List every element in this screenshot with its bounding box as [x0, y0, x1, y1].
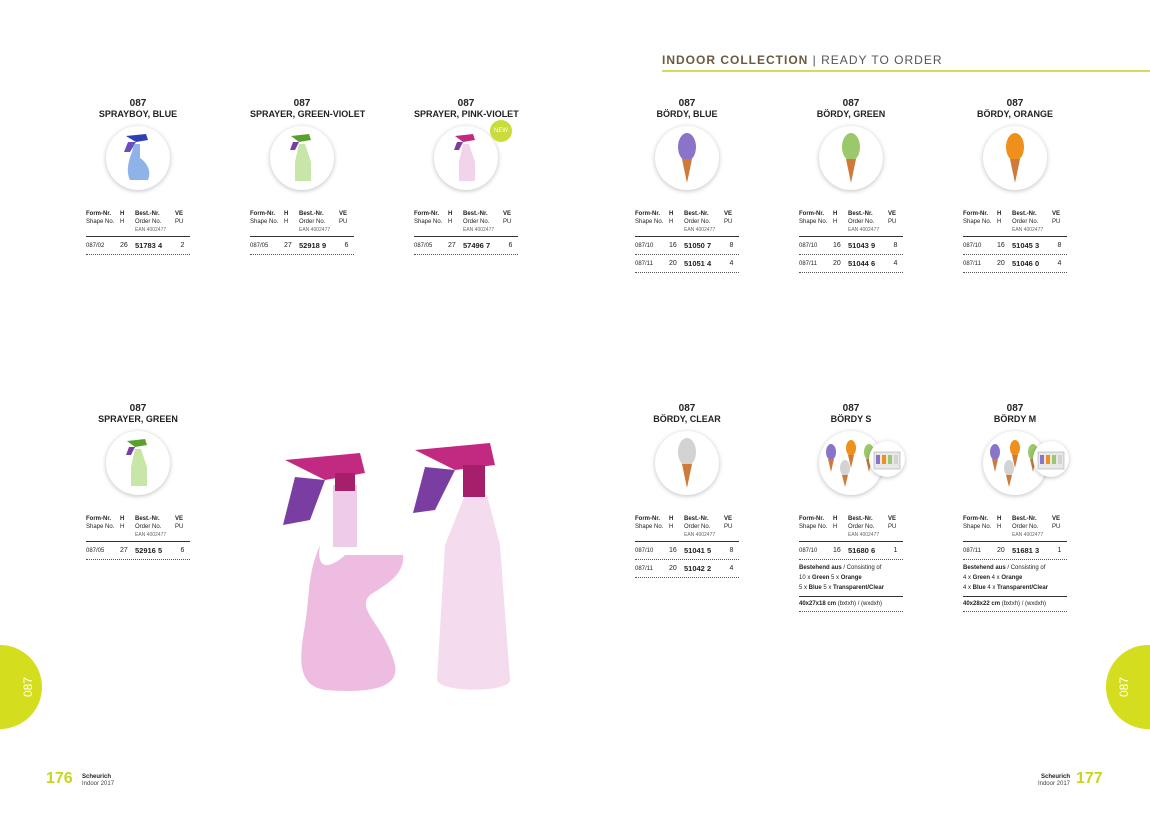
- new-badge: NEW: [490, 120, 512, 142]
- th-h2: H: [284, 219, 289, 225]
- product-image: [270, 126, 334, 190]
- table-header: [635, 515, 739, 531]
- th-order: Order No.: [299, 219, 326, 225]
- row-order: 51043 9: [848, 241, 876, 250]
- th-pu: PU: [175, 219, 184, 225]
- table-row: [86, 237, 190, 255]
- th-form: Form-Nr.: [799, 211, 825, 217]
- bird-waterer-icon: [1003, 131, 1027, 185]
- th-ve: VE: [724, 211, 733, 217]
- th-h2: H: [997, 524, 1002, 530]
- th-h2: H: [120, 219, 125, 225]
- th-form: Form-Nr.: [963, 516, 989, 522]
- row-height: 27: [284, 242, 292, 249]
- dims-size: 40x28x22 cm: [963, 601, 1001, 607]
- th-form: Form-Nr.: [635, 516, 661, 522]
- product-code: 087: [129, 403, 147, 414]
- page-number-left: 176: [46, 770, 73, 787]
- bird-waterer-icon: [675, 131, 699, 185]
- product-card: [250, 98, 366, 255]
- header-rule: [662, 70, 1150, 72]
- product-code: 087: [678, 403, 696, 414]
- th-form: Form-Nr.: [86, 211, 112, 217]
- consist-label-en: / Consisting of: [1007, 565, 1046, 571]
- row-height: 16: [997, 242, 1005, 249]
- row-shape: 087/11: [635, 260, 653, 267]
- row-ve: 2: [180, 242, 185, 249]
- th-order: Order No.: [848, 219, 875, 225]
- dimensions: [799, 597, 903, 612]
- consist-color: Orange: [1001, 575, 1023, 581]
- th-pu: PU: [1052, 219, 1061, 225]
- th-pu: PU: [888, 524, 897, 530]
- brand-right: [1034, 774, 1070, 788]
- table-row: [799, 255, 903, 273]
- th-shape: Shape No.: [635, 219, 664, 225]
- th-pu: PU: [724, 219, 733, 225]
- th-order: Order No.: [1012, 524, 1039, 530]
- th-h: H: [448, 211, 453, 217]
- row-ve: 1: [1057, 547, 1062, 554]
- ean-label: EAN 4002477: [299, 227, 331, 233]
- th-h2: H: [120, 524, 125, 530]
- table-row: [963, 542, 1067, 560]
- product-code: 087: [842, 403, 860, 414]
- th-shape: Shape No.: [414, 219, 443, 225]
- th-order: Order No.: [684, 219, 711, 225]
- th-ve: VE: [888, 516, 897, 522]
- consist-qty: 10 x: [799, 575, 813, 581]
- row-order: 51783 4: [135, 241, 163, 250]
- ean-label: EAN 4002477: [684, 532, 716, 538]
- th-h2: H: [997, 219, 1002, 225]
- row-shape: 087/10: [799, 547, 818, 554]
- table-row: [799, 237, 903, 255]
- row-height: 16: [833, 547, 841, 554]
- product-card: [963, 403, 1067, 612]
- th-h: H: [997, 516, 1002, 522]
- table-row: [86, 542, 190, 560]
- page-header: [662, 53, 943, 67]
- consist-qty: 5 x: [821, 585, 834, 591]
- product-code: 087: [1006, 403, 1024, 414]
- consist-color: Orange: [840, 575, 862, 581]
- row-shape: 087/02: [86, 242, 105, 249]
- th-h: H: [833, 211, 838, 217]
- th-order: Order No.: [463, 219, 490, 225]
- th-h2: H: [669, 524, 674, 530]
- product-card: [799, 98, 903, 273]
- spray-bottle-icon: [287, 132, 317, 184]
- consist-qty: 4 x: [963, 585, 973, 591]
- th-best: Best.-Nr.: [1012, 516, 1037, 522]
- row-shape: 087/11: [635, 565, 653, 572]
- row-order: 51045 3: [1012, 241, 1040, 250]
- product-name: BÖRDY, CLEAR: [653, 414, 721, 424]
- table-header: [414, 210, 518, 226]
- row-shape: 087/05: [86, 547, 105, 554]
- th-shape: Shape No.: [635, 524, 664, 530]
- row-shape: 087/11: [799, 260, 817, 267]
- th-form: Form-Nr.: [414, 211, 440, 217]
- product-code: 087: [678, 98, 696, 109]
- side-tab-right-text: 087: [1117, 676, 1132, 698]
- table-header: [799, 210, 903, 226]
- row-shape: 087/10: [799, 242, 818, 249]
- th-best: Best.-Nr.: [463, 211, 488, 217]
- table-header: [799, 515, 903, 531]
- row-shape: 087/05: [250, 242, 269, 249]
- row-order: 52918 9: [299, 241, 327, 250]
- consist-qty: 5 x: [829, 575, 841, 581]
- ean-label: EAN 4002477: [463, 227, 495, 233]
- product-card: [635, 403, 739, 578]
- th-ve: VE: [339, 211, 348, 217]
- row-order: 51051 4: [684, 259, 712, 268]
- bird-waterer-icon: [839, 131, 863, 185]
- sprayer-photo: [265, 425, 525, 705]
- row-height: 27: [120, 547, 128, 554]
- ean-label: EAN 4002477: [135, 227, 167, 233]
- row-ve: 4: [1057, 260, 1062, 267]
- th-shape: Shape No.: [963, 524, 992, 530]
- th-order: Order No.: [135, 524, 162, 530]
- th-order: Order No.: [684, 524, 711, 530]
- th-best: Best.-Nr.: [135, 211, 160, 217]
- table-header: [963, 515, 1067, 531]
- th-ve: VE: [1052, 516, 1061, 522]
- th-h: H: [669, 516, 674, 522]
- th-ve: VE: [1052, 211, 1061, 217]
- row-shape: 087/10: [635, 242, 654, 249]
- consist-color: Blue: [808, 585, 822, 591]
- product-name: SPRAYER, GREEN: [98, 414, 178, 424]
- product-name: SPRAYER, PINK-VIOLET: [414, 109, 519, 119]
- row-order: 51680 6: [848, 546, 876, 555]
- row-height: 20: [997, 260, 1005, 267]
- page-number-right: 177: [1076, 770, 1103, 787]
- product-image: [434, 126, 508, 190]
- header-separator: |: [812, 53, 817, 67]
- header-section: INDOOR COLLECTION: [662, 53, 809, 67]
- product-card: [799, 403, 903, 612]
- ean-label: EAN 4002477: [848, 532, 880, 538]
- row-shape: 087/10: [963, 242, 982, 249]
- product-code: 087: [457, 98, 475, 109]
- table-row: [635, 255, 739, 273]
- th-h2: H: [669, 219, 674, 225]
- th-best: Best.-Nr.: [135, 516, 160, 522]
- row-order: 52916 5: [135, 546, 163, 555]
- spray-bottle-icon: [451, 132, 481, 184]
- consist-qty: 4 x: [963, 575, 973, 581]
- product-image: [819, 126, 883, 190]
- row-ve: 6: [344, 242, 349, 249]
- row-height: 16: [833, 242, 841, 249]
- th-best: Best.-Nr.: [848, 516, 873, 522]
- th-form: Form-Nr.: [86, 516, 112, 522]
- row-height: 16: [669, 547, 677, 554]
- row-shape: 087/10: [635, 547, 654, 554]
- consist-color: Green: [812, 575, 830, 581]
- product-image: [106, 431, 170, 495]
- row-shape: 087/11: [963, 260, 981, 267]
- table-row: [635, 237, 739, 255]
- th-best: Best.-Nr.: [1012, 211, 1037, 217]
- row-shape: 087/11: [963, 547, 981, 554]
- consist-color: Green: [972, 575, 991, 581]
- th-pu: PU: [888, 219, 897, 225]
- product-name: SPRAYBOY, BLUE: [98, 109, 178, 119]
- product-name: BÖRDY, BLUE: [656, 109, 718, 119]
- brand-name-right: Scheurich: [1040, 774, 1070, 780]
- spray-bottle-icon: [123, 437, 153, 489]
- row-height: 27: [448, 242, 456, 249]
- product-code: 087: [293, 98, 311, 109]
- row-order: 51046 0: [1012, 259, 1040, 268]
- table-row: [799, 542, 903, 560]
- th-shape: Shape No.: [963, 219, 992, 225]
- consist-color: Blue: [972, 585, 986, 591]
- product-name: BÖRDY, GREEN: [816, 109, 886, 119]
- brand-left: [82, 774, 114, 788]
- product-card: [86, 403, 190, 560]
- th-pu: PU: [1052, 524, 1061, 530]
- product-image: [983, 126, 1047, 190]
- th-pu: PU: [175, 524, 184, 530]
- row-ve: 4: [729, 565, 734, 572]
- th-pu: PU: [503, 219, 512, 225]
- product-name: BÖRDY, ORANGE: [976, 109, 1053, 119]
- product-card: [635, 98, 739, 273]
- ean-label: EAN 4002477: [684, 227, 716, 233]
- consist-color: Transparent/Clear: [833, 585, 885, 591]
- th-ve: VE: [724, 516, 733, 522]
- row-ve: 6: [180, 547, 185, 554]
- product-image: [983, 431, 1047, 495]
- th-shape: Shape No.: [86, 524, 115, 530]
- consist-label: Bestehend aus: [963, 565, 1006, 571]
- product-image: [106, 126, 170, 190]
- table-header: [86, 210, 190, 226]
- consist-color: Transparent/Clear: [997, 585, 1049, 591]
- dimensions: [963, 597, 1067, 612]
- table-row: [635, 560, 739, 578]
- th-ve: VE: [175, 516, 184, 522]
- th-h: H: [669, 211, 674, 217]
- th-h: H: [120, 516, 125, 522]
- product-card: [86, 98, 190, 255]
- th-best: Best.-Nr.: [299, 211, 324, 217]
- consist-qty: 4 x: [985, 585, 998, 591]
- ean-label: EAN 4002477: [135, 532, 167, 538]
- dims-unit: (bxtxh) / (wxdxh): [1001, 601, 1047, 607]
- th-pu: PU: [339, 219, 348, 225]
- th-h2: H: [833, 219, 838, 225]
- th-order: Order No.: [1012, 219, 1039, 225]
- consist-qty: 5 x: [799, 585, 809, 591]
- row-shape: 087/05: [414, 242, 433, 249]
- th-pu: PU: [724, 524, 733, 530]
- header-subtitle: READY TO ORDER: [821, 53, 943, 67]
- side-tab-left-text: 087: [21, 676, 36, 698]
- row-ve: 1: [893, 547, 898, 554]
- row-order: 51044 6: [848, 259, 876, 268]
- row-ve: 8: [1057, 242, 1062, 249]
- th-shape: Shape No.: [250, 219, 279, 225]
- table-row: [963, 237, 1067, 255]
- product-name: SPRAYER, GREEN-VIOLET: [250, 109, 366, 119]
- th-best: Best.-Nr.: [848, 211, 873, 217]
- row-height: 20: [669, 565, 677, 572]
- product-name: BÖRDY M: [993, 414, 1037, 424]
- row-ve: 4: [729, 260, 734, 267]
- consist-label: Bestehend aus: [799, 565, 842, 571]
- th-shape: Shape No.: [799, 524, 828, 530]
- th-order: Order No.: [135, 219, 162, 225]
- bird-waterer-icon: [675, 436, 699, 490]
- th-shape: Shape No.: [86, 219, 115, 225]
- product-code: 087: [129, 98, 147, 109]
- row-ve: 6: [508, 242, 513, 249]
- row-height: 16: [669, 242, 677, 249]
- th-order: Order No.: [848, 524, 875, 530]
- row-height: 20: [833, 260, 841, 267]
- product-card: [963, 98, 1067, 273]
- product-code: 087: [1006, 98, 1024, 109]
- table-header: [250, 210, 354, 226]
- table-row: [250, 237, 354, 255]
- consist-label-en: / Consisting of: [843, 565, 882, 571]
- row-ve: 8: [729, 242, 734, 249]
- th-form: Form-Nr.: [250, 211, 276, 217]
- table-header: [635, 210, 739, 226]
- th-best: Best.-Nr.: [684, 211, 709, 217]
- th-ve: VE: [888, 211, 897, 217]
- ean-label: EAN 4002477: [848, 227, 880, 233]
- row-ve: 4: [893, 260, 898, 267]
- row-height: 20: [669, 260, 677, 267]
- th-ve: VE: [175, 211, 184, 217]
- th-shape: Shape No.: [799, 219, 828, 225]
- th-ve: VE: [503, 211, 512, 217]
- dims-unit: (bxtxh) / (wxdxh): [837, 601, 883, 607]
- row-height: 20: [997, 547, 1005, 554]
- product-image: [655, 126, 719, 190]
- row-order: 51042 2: [684, 564, 712, 573]
- product-name: BÖRDY S: [830, 414, 872, 424]
- th-h: H: [997, 211, 1002, 217]
- row-order: 51050 7: [684, 241, 712, 250]
- table-header: [86, 515, 190, 531]
- spray-bottle-icon: [118, 132, 158, 184]
- th-h2: H: [833, 524, 838, 530]
- brand-edition-left: Indoor 2017: [82, 781, 115, 787]
- row-order: 51681 3: [1012, 546, 1040, 555]
- th-form: Form-Nr.: [635, 211, 661, 217]
- consisting-of: [799, 560, 903, 597]
- consisting-of: [963, 560, 1067, 597]
- table-row: [635, 542, 739, 560]
- product-card: [414, 98, 518, 255]
- consist-qty: 4 x: [990, 575, 1002, 581]
- table-row: [414, 237, 518, 255]
- row-ve: 8: [729, 547, 734, 554]
- display-box-image: [1033, 441, 1069, 477]
- ean-label: EAN 4002477: [1012, 532, 1044, 538]
- th-h: H: [120, 211, 125, 217]
- th-h2: H: [448, 219, 453, 225]
- brand-name-left: Scheurich: [82, 774, 112, 780]
- th-h: H: [833, 516, 838, 522]
- product-image: [655, 431, 719, 495]
- th-h: H: [284, 211, 289, 217]
- row-ve: 8: [893, 242, 898, 249]
- table-header: [963, 210, 1067, 226]
- brand-edition-right: Indoor 2017: [1037, 781, 1070, 787]
- row-order: 51041 5: [684, 546, 712, 555]
- th-best: Best.-Nr.: [684, 516, 709, 522]
- dims-size: 40x27x18 cm: [799, 601, 837, 607]
- product-code: 087: [842, 98, 860, 109]
- th-form: Form-Nr.: [799, 516, 825, 522]
- th-form: Form-Nr.: [963, 211, 989, 217]
- row-height: 26: [120, 242, 128, 249]
- ean-label: EAN 4002477: [1012, 227, 1044, 233]
- table-row: [963, 255, 1067, 273]
- row-order: 57496 7: [463, 241, 491, 250]
- product-image: [819, 431, 883, 495]
- display-box-image: [869, 441, 905, 477]
